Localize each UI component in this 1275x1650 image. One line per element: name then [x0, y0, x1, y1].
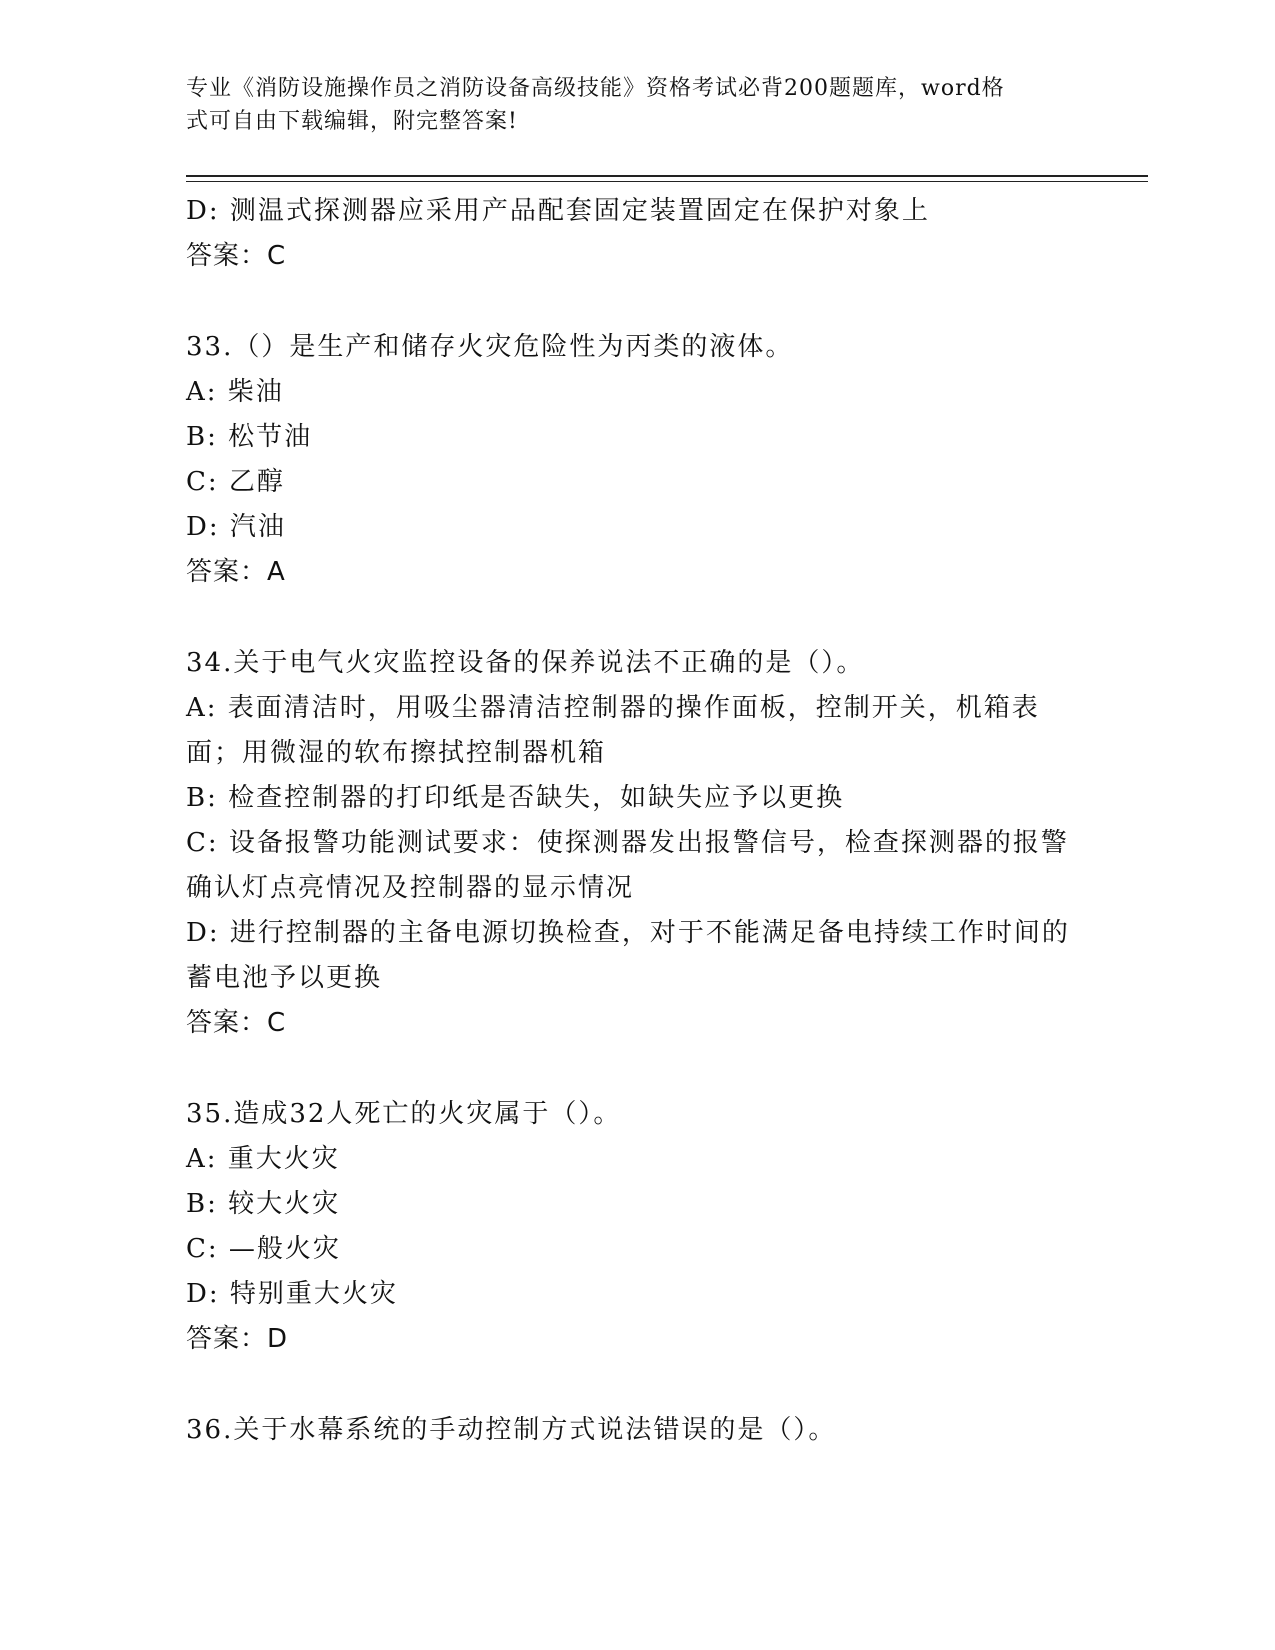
- question-stem: 36.关于水幕系统的手动控制方式说法错误的是（）。: [186, 1415, 837, 1445]
- question-list: [186, 189, 1086, 1453]
- option-d: D: 汽油: [186, 512, 286, 542]
- option-d: D: 进行控制器的主备电源切换检查，对于不能满足备电持续工作时间的蓄电池予以更换: [186, 918, 1070, 993]
- question-stem: 34.关于电气火灾监控设备的保养说法不正确的是（）。: [186, 648, 865, 678]
- answer: 答案：A: [186, 557, 286, 587]
- option-b: B: 检查控制器的打印纸是否缺失，如缺失应予以更换: [186, 783, 845, 813]
- header-rule: [186, 175, 1148, 177]
- answer: 答案：C: [186, 1008, 287, 1038]
- option-d: D: 测温式探测器应采用产品配套固定装置固定在保护对象上: [186, 196, 930, 226]
- option-b: B: 松节油: [186, 422, 313, 452]
- header-line: 式可自由下载编辑，附完整答案!: [186, 109, 518, 134]
- header-rule: [186, 181, 1148, 182]
- option-c: C: —般火灾: [186, 1234, 341, 1264]
- question-stem: 33.（）是生产和储存火灾危险性为丙类的液体。: [186, 332, 794, 362]
- option-c: C: 乙醇: [186, 467, 285, 497]
- header-line: 专业《消防设施操作员之消防设备高级技能》资格考试必背200题题库，word格: [186, 76, 1005, 101]
- answer: 答案：D: [186, 1324, 289, 1354]
- option-a: A: 柴油: [186, 377, 284, 407]
- page-header: [186, 72, 1066, 138]
- spacer: [186, 1046, 1086, 1092]
- option-a: A: 重大火灾: [186, 1144, 340, 1174]
- option-b: B: 较大火灾: [186, 1189, 341, 1219]
- spacer: [186, 1362, 1086, 1408]
- answer: 答案：C: [186, 241, 287, 271]
- question-stem: 35.造成32人死亡的火灾属于（）。: [186, 1099, 622, 1129]
- option-a: A: 表面清洁时，用吸尘器清洁控制器的操作面板，控制开关，机箱表面；用微湿的软布擦拭控制器机箱: [186, 693, 1040, 768]
- option-c: C: 设备报警功能测试要求：使探测器发出报警信号，检查探测器的报警确认灯点亮情况及控制器的显示情况: [186, 828, 1069, 903]
- spacer: [186, 279, 1086, 325]
- spacer: [186, 595, 1086, 641]
- option-d: D: 特别重大火灾: [186, 1279, 398, 1309]
